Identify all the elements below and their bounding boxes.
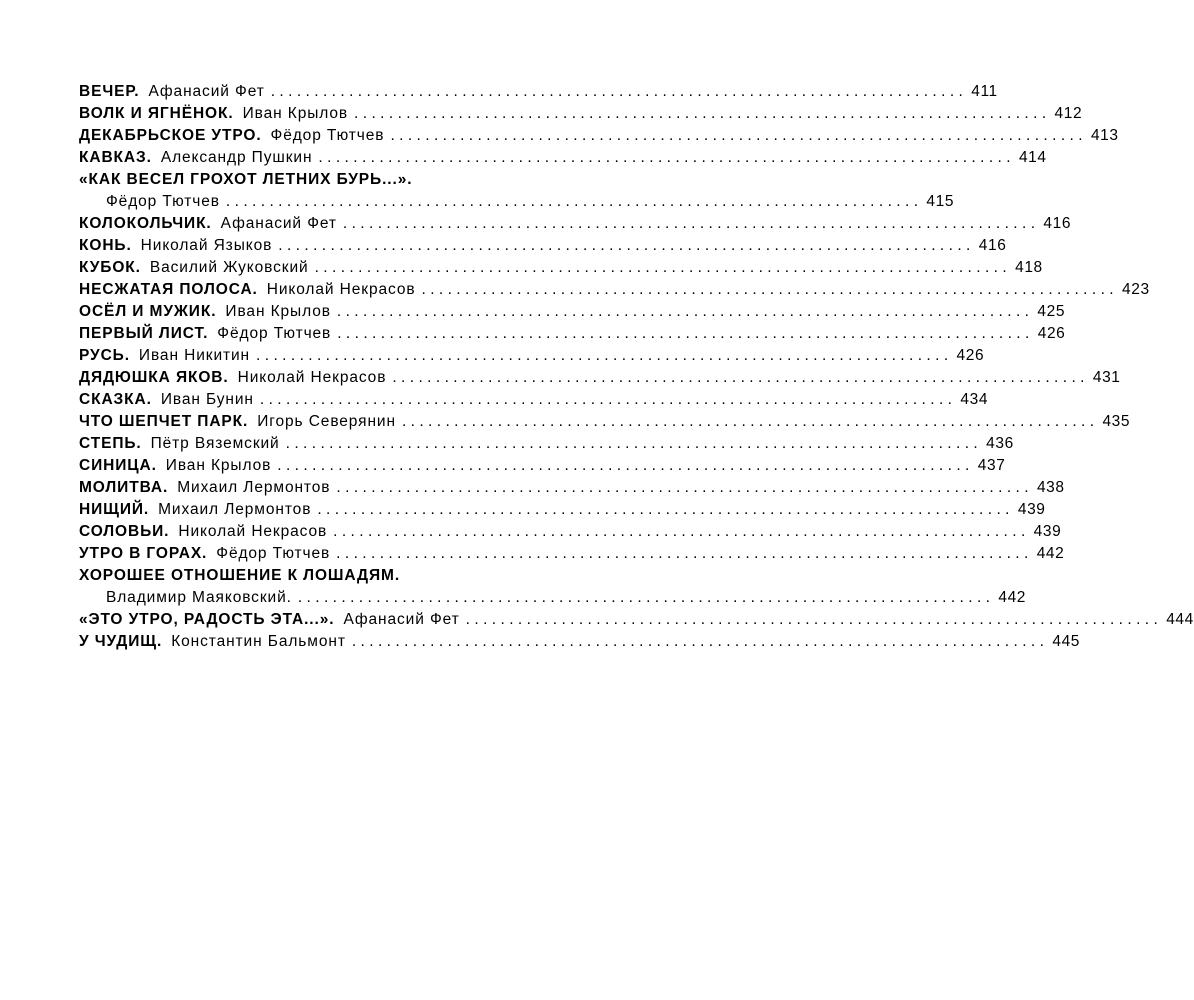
page-number: 442 [1036,545,1065,562]
poem-author: Пётр Вяземский [150,435,280,452]
toc-entry[interactable] [79,477,1065,499]
leader-dots: ................................................................................ [421,281,1118,298]
poem-title: ОСЁЛ И МУЖИК. [79,303,217,320]
toc-entry-continuation[interactable] [79,587,1027,609]
page-number: 437 [977,457,1006,474]
leader-dots: ................................................................................ [297,589,995,606]
poem-author: Василий Жуковский [149,259,309,276]
page-number: 416 [1043,215,1072,232]
page-number: 426 [956,347,985,364]
poem-title: НИЩИЙ. [79,501,150,518]
toc-entry[interactable] [79,499,1046,521]
page-number: 436 [986,435,1014,452]
poem-title: НЕСЖАТАЯ ПОЛОСА. [79,281,258,298]
page-number: 411 [971,83,998,100]
page-number: 445 [1052,633,1081,650]
toc-entry[interactable] [79,301,1066,323]
poem-title: «ЭТО УТРО, РАДОСТЬ ЭТА...». [79,611,335,628]
poem-author: Иван Крылов [242,105,349,122]
page-number: 434 [960,391,989,408]
leader-dots: ................................................................................ [259,391,957,408]
toc-entry[interactable] [79,411,1131,433]
page-number: 416 [978,237,1007,254]
leader-dots: ................................................................................ [314,259,1012,276]
toc-entry[interactable] [79,521,1062,543]
page-number: 431 [1092,369,1121,386]
poem-title: РУСЬ. [79,347,130,364]
leader-dots: ................................................................................ [278,237,975,254]
poem-title: СИНИЦА. [79,457,157,474]
leader-dots: ................................................................................ [285,435,983,452]
poem-author: Афанасий Фет [220,215,337,232]
leader-dots: ................................................................................ [270,83,968,100]
toc-entry[interactable] [79,125,1119,147]
toc-entry[interactable] [79,367,1121,389]
toc-entry[interactable] [79,235,1007,257]
poem-author: Николай Некрасов [178,523,328,540]
poem-title: КОНЬ. [79,237,132,254]
poem-title: СКАЗКА. [79,391,152,408]
toc-entry-continuation[interactable] [79,191,955,213]
poem-title: «КАК ВЕСЕЛ ГРОХОТ ЛЕТНИХ БУРЬ...». [79,171,413,188]
toc-entry[interactable] [79,323,1066,345]
poem-title: МОЛИТВА. [79,479,169,496]
toc-entry[interactable] [79,345,985,367]
leader-dots: ................................................................................ [390,127,1087,144]
poem-title: ДЯДЮШКА ЯКОВ. [79,369,229,386]
poem-author: Николай Некрасов [266,281,416,298]
leader-dots: ................................................................................ [392,369,1089,386]
toc-entry[interactable] [79,631,1081,653]
poem-author: Иван Крылов [165,457,272,474]
page-number: 413 [1090,127,1119,144]
toc-entry[interactable] [79,455,1006,477]
page-number: 423 [1122,281,1150,298]
toc-entry[interactable] [79,103,1083,125]
toc-entry[interactable] [79,543,1065,565]
page-number: 425 [1037,303,1066,320]
leader-dots: ................................................................................ [256,347,953,364]
poem-title: СТЕПЬ. [79,435,142,452]
poem-author: Игорь Северянин [257,413,396,430]
poem-author: Николай Языков [140,237,273,254]
poem-author: Александр Пушкин [160,149,313,166]
page-number: 418 [1015,259,1043,276]
poem-title: ВОЛК И ЯГНЁНОК. [79,105,234,122]
toc-entry[interactable] [79,81,998,103]
leader-dots: ................................................................................ [351,633,1049,650]
page-number: 444 [1166,611,1194,628]
poem-title: КУБОК. [79,259,141,276]
poem-author: Николай Некрасов [237,369,387,386]
page-number: 414 [1018,149,1047,166]
poem-title: УТРО В ГОРАХ. [79,545,208,562]
poem-author: Владимир Маяковский. [106,589,292,606]
poem-title: КАВКАЗ. [79,149,152,166]
leader-dots: ................................................................................ [318,149,1015,166]
leader-dots: ................................................................................ [277,457,974,474]
toc-entry[interactable] [79,257,1043,279]
page-number: 439 [1017,501,1046,518]
poem-author: Фёдор Тютчев [270,127,385,144]
page-number: 412 [1054,105,1083,122]
page-number: 435 [1102,413,1131,430]
leader-dots: ................................................................................ [317,501,1014,518]
leader-dots: ................................................................................ [336,545,1033,562]
poem-title: ДЕКАБРЬСКОЕ УТРО. [79,127,262,144]
poem-author: Фёдор Тютчев [216,545,331,562]
poem-title: КОЛОКОЛЬЧИК. [79,215,212,232]
toc-entry-first-line[interactable] [79,565,671,587]
poem-title: У ЧУДИЩ. [79,633,163,650]
leader-dots: ................................................................................ [401,413,1099,430]
poem-author: Михаил Лермонтов [177,479,331,496]
toc-entry[interactable] [79,433,1014,455]
poem-title: ЧТО ШЕПЧЕТ ПАРК. [79,413,249,430]
toc-entry[interactable] [79,147,1047,169]
poem-author: Иван Бунин [160,391,254,408]
poem-author: Иван Крылов [225,303,331,320]
toc-entry[interactable] [79,389,989,411]
poem-title: ВЕЧЕР. [79,83,140,100]
poem-author: Афанасий Фет [343,611,460,628]
leader-dots: ................................................................................ [342,215,1040,232]
toc-entry[interactable] [79,279,1150,301]
toc-entry[interactable] [79,609,1194,631]
poem-author: Фёдор Тютчев [106,193,220,210]
poem-author: Афанасий Фет [148,83,265,100]
table-of-contents [79,81,1194,653]
poem-title: ПЕРВЫЙ ЛИСТ. [79,325,209,342]
page-number: 426 [1037,325,1066,342]
leader-dots: ................................................................................ [337,325,1034,342]
page-number: 438 [1036,479,1065,496]
page-number: 415 [926,193,955,210]
page-number: 442 [998,589,1027,606]
poem-author: Фёдор Тютчев [217,325,332,342]
leader-dots: ................................................................................ [225,193,923,210]
leader-dots: ................................................................................ [336,303,1034,320]
leader-dots: ................................................................................ [465,611,1163,628]
leader-dots: ................................................................................ [354,105,1051,122]
page-number: 439 [1033,523,1062,540]
poem-author: Константин Бальмонт [171,633,346,650]
toc-entry-first-line[interactable] [79,169,671,191]
poem-author: Михаил Лермонтов [158,501,312,518]
poem-author: Иван Никитин [138,347,251,364]
toc-entry[interactable] [79,213,1072,235]
poem-title: ХОРОШЕЕ ОТНОШЕНИЕ К ЛОШАДЯМ. [79,567,401,584]
poem-title: СОЛОВЬИ. [79,523,170,540]
leader-dots: ................................................................................ [333,523,1030,540]
leader-dots: ................................................................................ [336,479,1033,496]
